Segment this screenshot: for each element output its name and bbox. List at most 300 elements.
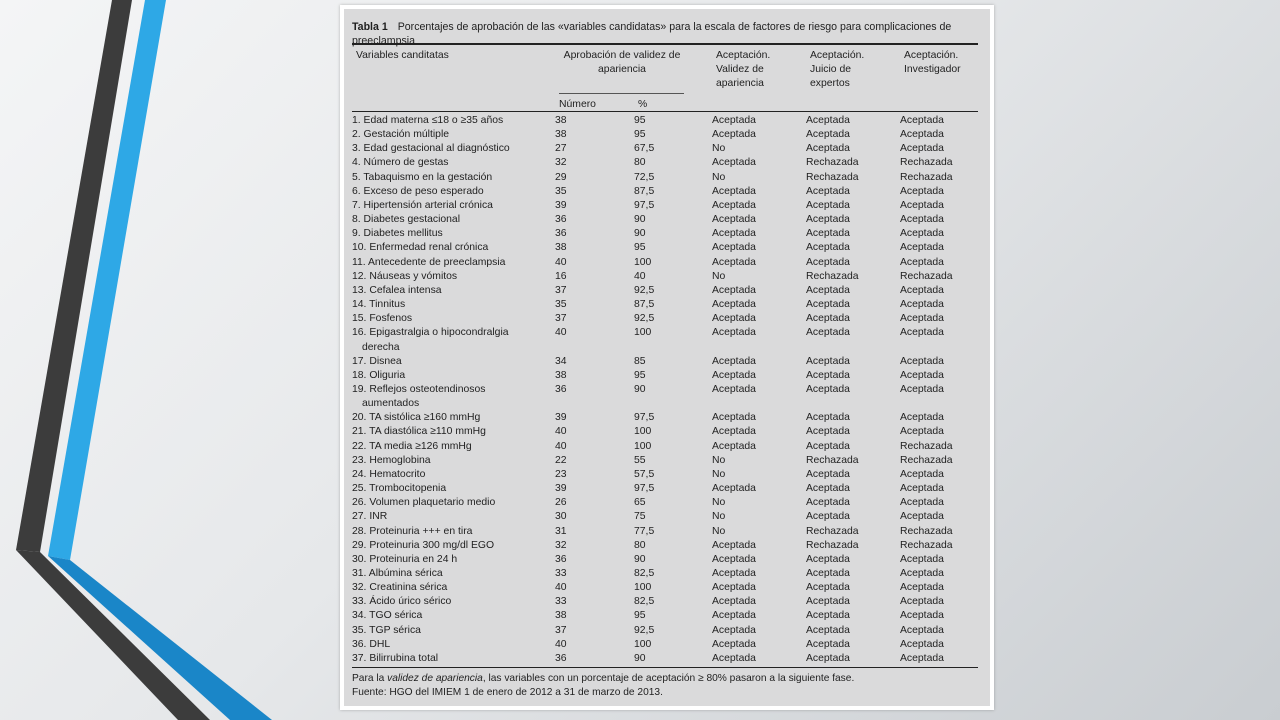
table-panel (344, 9, 990, 706)
cell-aceptacion-validez (712, 496, 806, 510)
cell-variable-text: 27. INR (352, 511, 388, 523)
cell-numero-text: 35 (555, 185, 567, 197)
cell-aceptacion-investigador (900, 638, 978, 652)
cell-aceptacion-investigador-text: Aceptada (900, 185, 944, 197)
cell-aceptacion-validez-text: Aceptada (712, 539, 756, 551)
cell-variable-continuation: aumentados (362, 398, 420, 410)
cell-numero (555, 312, 634, 326)
footnote-italic: validez de apariencia (387, 673, 483, 685)
cell-aceptacion-juicio-text: Aceptada (806, 412, 850, 424)
cell-numero-text: 33 (555, 568, 567, 579)
cell-aceptacion-investigador-text: Aceptada (900, 256, 944, 268)
cell-aceptacion-juicio-text: Aceptada (806, 582, 850, 594)
cell-variable-text: 26. Volumen plaquetario medio (352, 497, 496, 509)
cell-aceptacion-validez (712, 355, 806, 369)
cell-variable-text: 6. Exceso de peso esperado (352, 185, 484, 197)
cell-variable-text: 5. Tabaquismo en la gestación (352, 171, 493, 183)
cell-aceptacion-validez-text: Aceptada (712, 228, 756, 240)
cell-aceptacion-juicio (806, 553, 900, 567)
cell-aceptacion-validez (712, 298, 806, 312)
cell-aceptacion-juicio-text: Aceptada (806, 468, 850, 480)
cell-aceptacion-investigador-text: Aceptada (900, 652, 944, 664)
cell-porcentaje (634, 185, 712, 199)
cell-numero-text: 22 (555, 454, 567, 466)
cell-aceptacion-investigador-text: Aceptada (900, 214, 944, 226)
cell-aceptacion-validez-text: No (712, 454, 726, 466)
cell-porcentaje (634, 227, 712, 241)
cell-aceptacion-validez (712, 553, 806, 567)
cell-aceptacion-validez (712, 440, 806, 454)
cell-porcentaje (634, 270, 712, 284)
cell-aceptacion-investigador (900, 595, 978, 609)
cell-variable (352, 454, 555, 468)
cell-numero (555, 425, 634, 439)
cell-porcentaje (634, 241, 712, 255)
cell-porcentaje-text: 55 (634, 454, 646, 466)
cell-aceptacion-juicio-text: Rechazada (806, 539, 859, 551)
cell-numero-text: 40 (555, 638, 567, 650)
cell-porcentaje-text: 57,5 (634, 468, 655, 480)
cell-aceptacion-validez-text: Aceptada (712, 199, 756, 211)
table-row (352, 510, 978, 524)
cell-aceptacion-validez-text: Aceptada (712, 610, 756, 622)
cell-numero (555, 142, 634, 156)
cell-aceptacion-juicio-text: Aceptada (806, 638, 850, 650)
cell-aceptacion-investigador (900, 128, 978, 142)
table-row (352, 440, 978, 454)
cell-variable (352, 199, 555, 213)
cell-aceptacion-validez (712, 454, 806, 468)
cell-variable (352, 355, 555, 369)
cell-aceptacion-validez (712, 241, 806, 255)
cell-aceptacion-investigador (900, 496, 978, 510)
cell-aceptacion-investigador-text: Aceptada (900, 624, 944, 636)
cell-aceptacion-investigador-text: Aceptada (900, 638, 944, 650)
cell-porcentaje-text: 100 (634, 426, 652, 438)
cell-variable-text: 2. Gestación múltiple (352, 129, 450, 141)
cell-porcentaje-text: 95 (634, 129, 646, 141)
cell-porcentaje-text: 100 (634, 440, 652, 452)
cell-aceptacion-validez-text: Aceptada (712, 185, 756, 197)
cell-aceptacion-validez (712, 326, 806, 354)
cell-aceptacion-validez-text: Aceptada (712, 115, 756, 126)
cell-numero-text: 16 (555, 270, 567, 282)
cell-aceptacion-investigador (900, 383, 978, 411)
cell-aceptacion-investigador-text: Aceptada (900, 284, 944, 296)
cell-porcentaje-text: 100 (634, 638, 652, 650)
cell-porcentaje (634, 553, 712, 567)
cell-aceptacion-validez-text: Aceptada (712, 242, 756, 254)
cell-numero (555, 454, 634, 468)
cell-aceptacion-investigador-text: Rechazada (900, 454, 953, 466)
cell-porcentaje (634, 326, 712, 354)
cell-aceptacion-juicio (806, 171, 900, 185)
cell-aceptacion-juicio-text: Aceptada (806, 228, 850, 240)
cell-numero (555, 383, 634, 411)
cell-numero (555, 496, 634, 510)
cell-aceptacion-juicio-text: Rechazada (806, 525, 859, 537)
cell-aceptacion-validez (712, 185, 806, 199)
cell-aceptacion-juicio (806, 482, 900, 496)
cell-aceptacion-validez-text: Aceptada (712, 129, 756, 141)
cell-variable (352, 171, 555, 185)
cell-aceptacion-validez-text: No (712, 525, 726, 537)
cell-porcentaje (634, 213, 712, 227)
cell-porcentaje-text: 92,5 (634, 284, 655, 296)
cell-numero-text: 34 (555, 355, 567, 367)
cell-aceptacion-validez (712, 114, 806, 128)
cell-variable (352, 213, 555, 227)
cell-numero (555, 411, 634, 425)
cell-aceptacion-validez (712, 525, 806, 539)
cell-variable-text: 13. Cefalea intensa (352, 284, 442, 296)
cell-aceptacion-juicio-text: Aceptada (806, 185, 850, 197)
cell-variable-text: 17. Disnea (352, 355, 402, 367)
cell-aceptacion-validez (712, 213, 806, 227)
footnote-source: Fuente: HGO del IMIEM 1 de enero de 2012 a 31 de marzo de 2013. (352, 687, 663, 699)
cell-porcentaje-text: 87,5 (634, 185, 655, 197)
cell-aceptacion-validez-text: Aceptada (712, 426, 756, 438)
cell-numero (555, 185, 634, 199)
cell-aceptacion-validez-text: No (712, 468, 726, 480)
cell-numero-text: 36 (555, 383, 567, 395)
cell-aceptacion-validez (712, 581, 806, 595)
cell-numero (555, 468, 634, 482)
cell-aceptacion-juicio (806, 284, 900, 298)
cell-aceptacion-validez-text: Aceptada (712, 596, 756, 608)
cell-porcentaje (634, 595, 712, 609)
table-row (352, 114, 978, 128)
cell-aceptacion-investigador-text: Aceptada (900, 242, 944, 254)
cell-aceptacion-investigador (900, 553, 978, 567)
cell-numero-text: 37 (555, 284, 567, 296)
cell-aceptacion-investigador (900, 525, 978, 539)
cell-porcentaje-text: 92,5 (634, 624, 655, 636)
table-row (352, 227, 978, 241)
cell-aceptacion-juicio (806, 425, 900, 439)
cell-aceptacion-validez (712, 156, 806, 170)
cell-aceptacion-investigador-text: Aceptada (900, 115, 944, 126)
cell-porcentaje-text: 72,5 (634, 171, 655, 183)
table-body (352, 114, 978, 666)
cell-aceptacion-investigador-text: Aceptada (900, 199, 944, 211)
cell-numero (555, 270, 634, 284)
cell-porcentaje (634, 440, 712, 454)
cell-aceptacion-juicio-text: Aceptada (806, 652, 850, 664)
cell-aceptacion-juicio-text: Aceptada (806, 440, 850, 452)
cell-aceptacion-validez (712, 199, 806, 213)
cell-aceptacion-juicio (806, 595, 900, 609)
table-row (352, 256, 978, 270)
cell-variable-text: 21. TA diastólica ≥110 mmHg (352, 426, 486, 438)
table-row (352, 609, 978, 623)
cell-aceptacion-investigador (900, 411, 978, 425)
cell-numero-text: 39 (555, 483, 567, 495)
cell-aceptacion-validez-text: Aceptada (712, 568, 756, 579)
cell-aceptacion-juicio-text: Aceptada (806, 299, 850, 311)
cell-aceptacion-investigador-text: Aceptada (900, 383, 944, 395)
cell-aceptacion-juicio (806, 298, 900, 312)
cell-aceptacion-investigador (900, 652, 978, 666)
cell-aceptacion-juicio-text: Rechazada (806, 454, 859, 466)
cell-aceptacion-juicio (806, 567, 900, 581)
cell-variable-text: 11. Antecedente de preeclampsia (352, 256, 506, 268)
table-header (352, 45, 978, 111)
cell-aceptacion-investigador-text: Rechazada (900, 171, 953, 183)
cell-aceptacion-validez (712, 425, 806, 439)
cell-numero (555, 539, 634, 553)
cell-aceptacion-investigador-text: Aceptada (900, 553, 944, 565)
cell-porcentaje-text: 75 (634, 511, 646, 523)
cell-variable-text: 22. TA media ≥126 mmHg (352, 440, 472, 452)
table-row (352, 454, 978, 468)
cell-aceptacion-investigador-text: Aceptada (900, 412, 944, 424)
cell-variable-text: 10. Enfermedad renal crónica (352, 242, 489, 254)
cell-porcentaje-text: 100 (634, 256, 652, 268)
cell-aceptacion-investigador (900, 355, 978, 369)
header-aceptacion-investigador: Aceptación. Investigador (904, 50, 961, 75)
cell-variable-text: 34. TGO sérica (352, 610, 423, 622)
cell-numero (555, 609, 634, 623)
cell-numero-text: 38 (555, 129, 567, 141)
cell-numero (555, 355, 634, 369)
cell-aceptacion-validez-text: Aceptada (712, 652, 756, 664)
cell-aceptacion-validez-text: No (712, 497, 726, 509)
cell-aceptacion-investigador (900, 482, 978, 496)
cell-aceptacion-validez (712, 142, 806, 156)
cell-variable-text: 32. Creatinina sérica (352, 582, 448, 594)
cell-porcentaje (634, 638, 712, 652)
cell-aceptacion-validez-text: Aceptada (712, 214, 756, 226)
cell-aceptacion-juicio (806, 114, 900, 128)
cell-aceptacion-investigador (900, 185, 978, 199)
cell-numero (555, 595, 634, 609)
cell-aceptacion-investigador (900, 227, 978, 241)
footnote-suffix: , las variables con un porcentaje de aceptación ≥ 80% pasaron a la siguiente fase. (482, 673, 855, 685)
cell-aceptacion-juicio (806, 609, 900, 623)
cell-variable (352, 624, 555, 638)
cell-numero (555, 369, 634, 383)
cell-variable-text: 18. Oliguria (352, 369, 406, 381)
cell-aceptacion-validez-text: Aceptada (712, 483, 756, 495)
cell-numero-text: 39 (555, 412, 567, 424)
cell-numero (555, 227, 634, 241)
cell-porcentaje-text: 90 (634, 383, 646, 395)
cell-numero-text: 31 (555, 525, 567, 537)
cell-aceptacion-validez (712, 624, 806, 638)
cell-aceptacion-juicio-text: Aceptada (806, 199, 850, 211)
cell-porcentaje-text: 80 (634, 157, 646, 169)
cell-aceptacion-validez-text: No (712, 171, 726, 183)
cell-aceptacion-investigador-text: Rechazada (900, 539, 953, 551)
cell-aceptacion-investigador (900, 156, 978, 170)
cell-porcentaje-text: 90 (634, 652, 646, 664)
cell-numero (555, 156, 634, 170)
cell-numero (555, 553, 634, 567)
cell-variable (352, 539, 555, 553)
cell-aceptacion-juicio-text: Rechazada (806, 270, 859, 282)
cell-aceptacion-juicio (806, 454, 900, 468)
cell-aceptacion-juicio-text: Aceptada (806, 568, 850, 579)
cell-numero (555, 440, 634, 454)
cell-variable-text: 31. Albúmina sérica (352, 568, 443, 579)
cell-numero (555, 171, 634, 185)
cell-aceptacion-juicio-text: Aceptada (806, 129, 850, 141)
table-row (352, 539, 978, 553)
cell-aceptacion-juicio-text: Aceptada (806, 214, 850, 226)
cell-aceptacion-validez-text: No (712, 143, 726, 155)
cell-porcentaje (634, 539, 712, 553)
cell-numero (555, 581, 634, 595)
cell-aceptacion-investigador (900, 624, 978, 638)
cell-porcentaje (634, 411, 712, 425)
cell-numero-text: 29 (555, 171, 567, 183)
cell-variable (352, 553, 555, 567)
cell-numero-text: 36 (555, 652, 567, 664)
cell-variable-text: 37. Bilirrubina total (352, 652, 439, 664)
cell-variable-text: 16. Epigastralgia o hipocondralgia (352, 327, 509, 339)
header-aceptacion-juicio: Aceptación. Juicio de expertos (810, 50, 865, 89)
cell-aceptacion-investigador-text: Aceptada (900, 299, 944, 311)
cell-aceptacion-juicio-text: Aceptada (806, 355, 850, 367)
cell-aceptacion-investigador (900, 440, 978, 454)
cell-aceptacion-investigador-text: Aceptada (900, 426, 944, 438)
cell-porcentaje-text: 100 (634, 582, 652, 594)
cell-variable-text: 14. Tinnitus (352, 299, 406, 311)
cell-porcentaje (634, 355, 712, 369)
cell-aceptacion-juicio-text: Aceptada (806, 115, 850, 126)
cell-variable-text: 36. DHL (352, 638, 391, 650)
cell-aceptacion-investigador-text: Aceptada (900, 369, 944, 381)
cell-porcentaje-text: 97,5 (634, 483, 655, 495)
header-porcentaje: % (638, 99, 648, 110)
cell-aceptacion-juicio (806, 156, 900, 170)
cell-variable-text: 24. Hematocrito (352, 468, 426, 480)
table-row (352, 298, 978, 312)
cell-aceptacion-validez-text: Aceptada (712, 355, 756, 367)
cell-porcentaje (634, 256, 712, 270)
cell-aceptacion-investigador (900, 213, 978, 227)
cell-variable (352, 567, 555, 581)
cell-variable-text: 9. Diabetes mellitus (352, 228, 443, 240)
cell-porcentaje (634, 128, 712, 142)
cell-variable (352, 312, 555, 326)
cell-aceptacion-investigador-text: Aceptada (900, 468, 944, 480)
cell-variable (352, 270, 555, 284)
cell-variable-text: 4. Número de gestas (352, 157, 449, 169)
cell-aceptacion-juicio-text: Aceptada (806, 242, 850, 254)
cell-porcentaje (634, 567, 712, 581)
cell-aceptacion-validez (712, 171, 806, 185)
cell-variable (352, 482, 555, 496)
cell-variable (352, 595, 555, 609)
cell-aceptacion-investigador (900, 609, 978, 623)
table-row (352, 383, 978, 411)
table-row (352, 199, 978, 213)
cell-aceptacion-juicio (806, 525, 900, 539)
cell-numero (555, 199, 634, 213)
table-row (352, 595, 978, 609)
cell-porcentaje (634, 199, 712, 213)
cell-variable-text: 29. Proteinuria 300 mg/dl EGO (352, 539, 495, 551)
cell-variable-text: 12. Náuseas y vómitos (352, 270, 458, 282)
cell-aceptacion-investigador-text: Aceptada (900, 483, 944, 495)
cell-aceptacion-juicio (806, 468, 900, 482)
cell-aceptacion-juicio (806, 539, 900, 553)
cell-aceptacion-juicio-text: Aceptada (806, 383, 850, 395)
cell-aceptacion-investigador (900, 539, 978, 553)
cell-aceptacion-juicio-text: Aceptada (806, 327, 850, 339)
cell-numero-text: 36 (555, 228, 567, 240)
cell-aceptacion-juicio (806, 270, 900, 284)
cell-variable-text: 1. Edad materna ≤18 o ≥35 años (352, 115, 504, 126)
cell-numero-text: 38 (555, 369, 567, 381)
header-aprobacion: Aprobación de validez de apariencia (563, 50, 681, 75)
footnote-text (352, 672, 978, 686)
cell-aceptacion-validez (712, 539, 806, 553)
cell-aceptacion-validez-text: Aceptada (712, 369, 756, 381)
table-row (352, 411, 978, 425)
cell-aceptacion-juicio (806, 227, 900, 241)
cell-porcentaje-text: 100 (634, 327, 652, 339)
cell-porcentaje (634, 142, 712, 156)
cell-aceptacion-validez (712, 468, 806, 482)
cell-aceptacion-validez-text: Aceptada (712, 299, 756, 311)
cell-aceptacion-investigador-text: Aceptada (900, 228, 944, 240)
cell-aceptacion-investigador-text: Aceptada (900, 568, 944, 579)
cell-aceptacion-juicio (806, 411, 900, 425)
cell-variable-text: 30. Proteinuria en 24 h (352, 553, 458, 565)
cell-aceptacion-juicio (806, 624, 900, 638)
table-label: Tabla 1 (352, 21, 388, 33)
cell-variable (352, 510, 555, 524)
cell-numero (555, 482, 634, 496)
cell-numero-text: 35 (555, 299, 567, 311)
cell-variable (352, 241, 555, 255)
header-rule (352, 111, 978, 112)
cell-numero (555, 326, 634, 354)
cell-aceptacion-validez (712, 383, 806, 411)
cell-variable-text: 15. Fosfenos (352, 313, 413, 325)
cell-variable (352, 369, 555, 383)
cell-variable-text: 20. TA sistólica ≥160 mmHg (352, 412, 481, 424)
cell-porcentaje-text: 40 (634, 270, 646, 282)
table-row (352, 156, 978, 170)
cell-aceptacion-validez (712, 369, 806, 383)
cell-aceptacion-validez-text: Aceptada (712, 553, 756, 565)
cell-aceptacion-juicio-text: Aceptada (806, 610, 850, 622)
cell-variable (352, 496, 555, 510)
table-row (352, 482, 978, 496)
table-row (352, 355, 978, 369)
cell-porcentaje-text: 85 (634, 355, 646, 367)
cell-porcentaje-text: 95 (634, 610, 646, 622)
cell-variable (352, 525, 555, 539)
cell-numero-text: 40 (555, 426, 567, 438)
cell-numero (555, 114, 634, 128)
cell-aceptacion-juicio-text: Aceptada (806, 497, 850, 509)
cell-variable-text: 8. Diabetes gestacional (352, 214, 461, 226)
table-title: Porcentajes de aprobación de las «variables candidatas» para la escala de factores de riesgo para complicaciones de preeclampsia (352, 21, 952, 47)
table-row (352, 652, 978, 666)
cell-aceptacion-juicio (806, 199, 900, 213)
cell-porcentaje (634, 482, 712, 496)
cell-variable (352, 298, 555, 312)
cell-aceptacion-investigador-text: Aceptada (900, 511, 944, 523)
cell-aceptacion-validez (712, 270, 806, 284)
table-row (352, 468, 978, 482)
cell-numero (555, 624, 634, 638)
